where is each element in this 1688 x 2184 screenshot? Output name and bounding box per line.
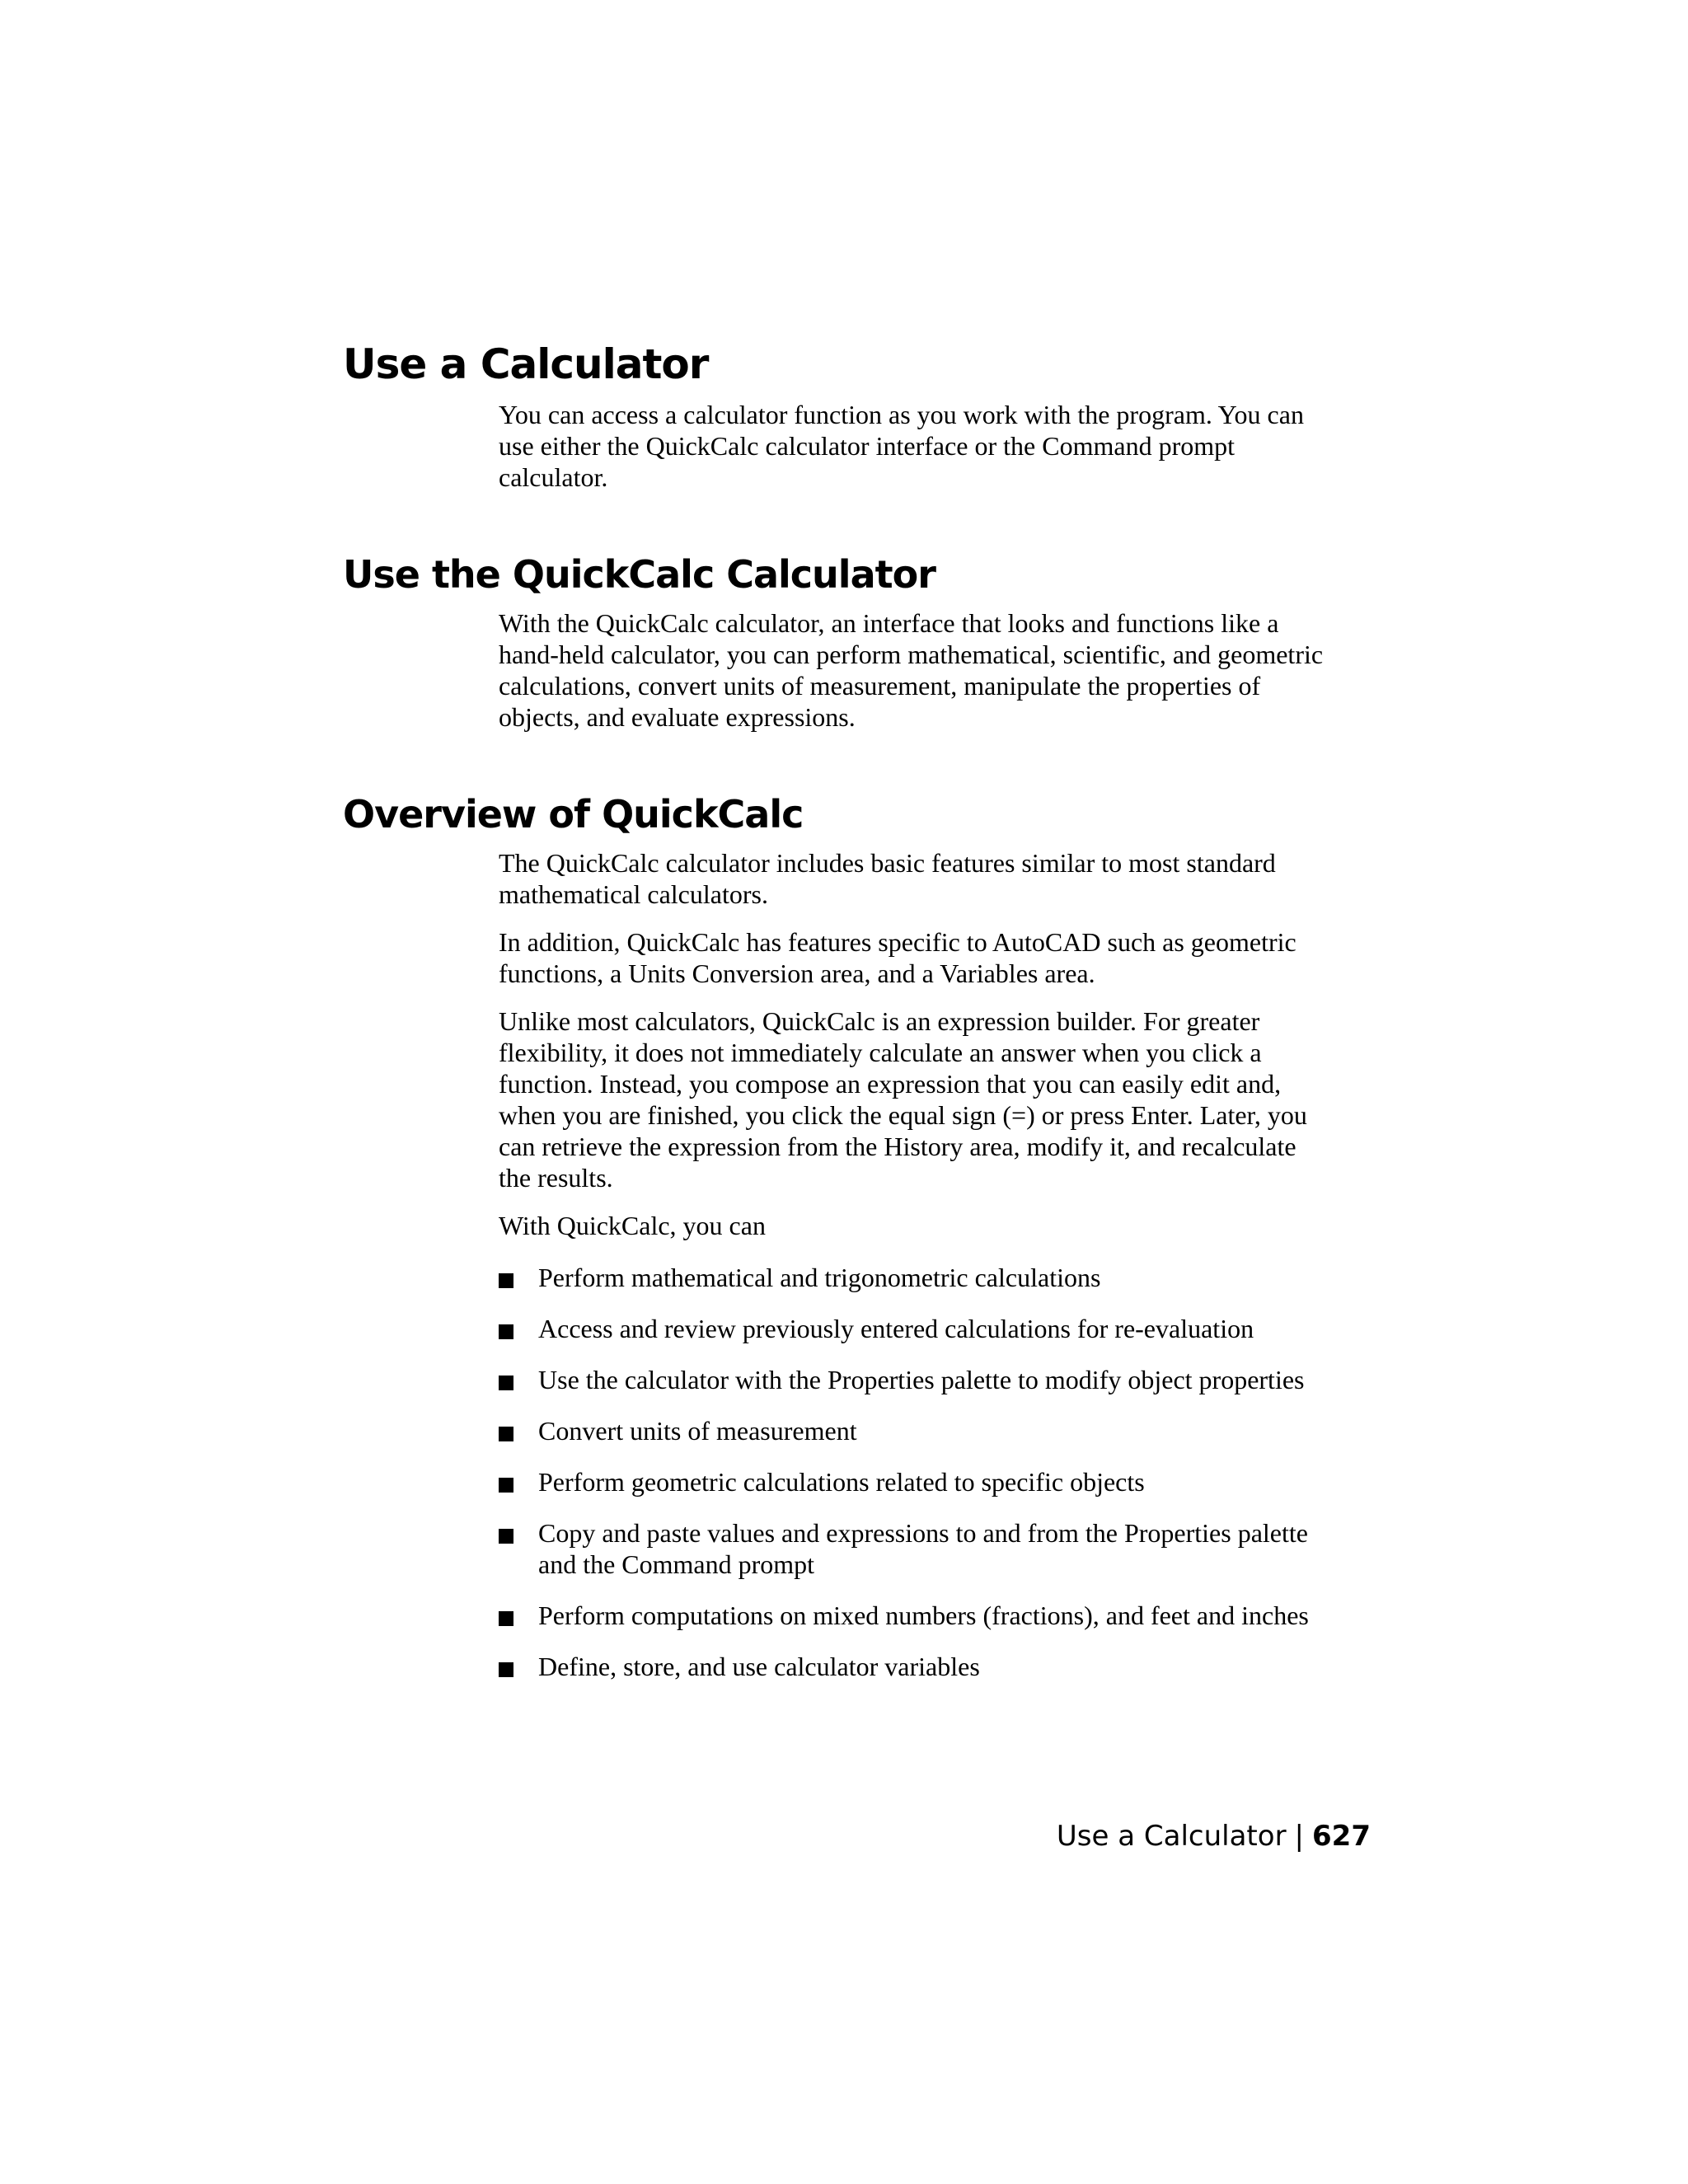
- text-line: objects, and evaluate expressions.: [499, 702, 856, 732]
- text-line: the results.: [499, 1163, 613, 1193]
- text-line: Convert units of measurement: [538, 1416, 857, 1446]
- paragraph: [499, 1210, 1372, 1241]
- text-line: With the QuickCalc calculator, an interface that looks and functions like a: [499, 608, 1279, 638]
- text-line: Perform mathematical and trigonometric calculations: [538, 1263, 1101, 1292]
- list-item: [499, 1466, 1381, 1497]
- text-line: Perform geometric calculations related to specific objects: [538, 1467, 1145, 1497]
- text-line: calculator.: [499, 462, 608, 492]
- paragraph: [499, 926, 1372, 989]
- text-line: use either the QuickCalc calculator interface or the Command prompt: [499, 431, 1235, 461]
- text-line: Use the calculator with the Properties palette to modify object properties: [538, 1365, 1305, 1394]
- text-line: You can access a calculator function as you work with the program. You can: [499, 400, 1304, 429]
- paragraph: [499, 607, 1372, 733]
- text-line: and the Command prompt: [538, 1549, 815, 1579]
- list-item: [499, 1313, 1381, 1344]
- text-line: function. Instead, you compose an expression that you can easily edit and,: [499, 1069, 1282, 1099]
- text-line: can retrieve the expression from the History area, modify it, and recalculate: [499, 1132, 1296, 1161]
- section-body-use-a-calculator: [499, 399, 1372, 493]
- text-line: Unlike most calculators, QuickCalc is an expression builder. For greater: [499, 1006, 1260, 1036]
- paragraph: [499, 1005, 1372, 1193]
- section-heading-overview-of-quickcalc: Overview of QuickCalc: [343, 792, 804, 837]
- paragraph: [499, 847, 1372, 910]
- list-item: [499, 1600, 1381, 1631]
- section-body-overview-of-quickcalc: [499, 847, 1372, 1241]
- section-heading-use-the-quickcalc-calculator: Use the QuickCalc Calculator: [343, 552, 935, 597]
- text-line: flexibility, it does not immediately calculate an answer when you click a: [499, 1038, 1262, 1067]
- text-line: mathematical calculators.: [499, 879, 768, 909]
- text-line: Perform computations on mixed numbers (fractions), and feet and inches: [538, 1601, 1309, 1630]
- text-line: In addition, QuickCalc has features specific to AutoCAD such as geometric: [499, 927, 1296, 957]
- section-body-use-the-quickcalc-calculator: [499, 607, 1372, 733]
- footer-title: Use a Calculator: [1056, 1820, 1287, 1853]
- page-number: 627: [1312, 1820, 1371, 1853]
- text-line: hand-held calculator, you can perform mathematical, scientific, and geometric: [499, 640, 1324, 669]
- text-line: functions, a Units Conversion area, and a Variables area.: [499, 958, 1095, 988]
- list-item: [499, 1651, 1381, 1682]
- section-heading-use-a-calculator: Use a Calculator: [343, 340, 709, 388]
- paragraph: [499, 399, 1372, 493]
- page-footer: [1057, 1818, 1371, 1854]
- footer-separator: |: [1294, 1820, 1305, 1853]
- list-item: [499, 1364, 1381, 1395]
- feature-bullet-list: [499, 1262, 1381, 1702]
- text-line: calculations, convert units of measurement, manipulate the properties of: [499, 671, 1261, 701]
- list-item: [499, 1262, 1381, 1293]
- text-line: Copy and paste values and expressions to and from the Properties palette: [538, 1518, 1308, 1548]
- list-item: [499, 1517, 1381, 1580]
- list-item: [499, 1415, 1381, 1446]
- text-line: With QuickCalc, you can: [499, 1211, 766, 1240]
- text-line: The QuickCalc calculator includes basic features similar to most standard: [499, 848, 1276, 878]
- text-line: Define, store, and use calculator variables: [538, 1652, 980, 1681]
- text-line: Access and review previously entered calculations for re-evaluation: [538, 1314, 1254, 1343]
- text-line: when you are finished, you click the equal sign (=) or press Enter. Later, you: [499, 1100, 1307, 1130]
